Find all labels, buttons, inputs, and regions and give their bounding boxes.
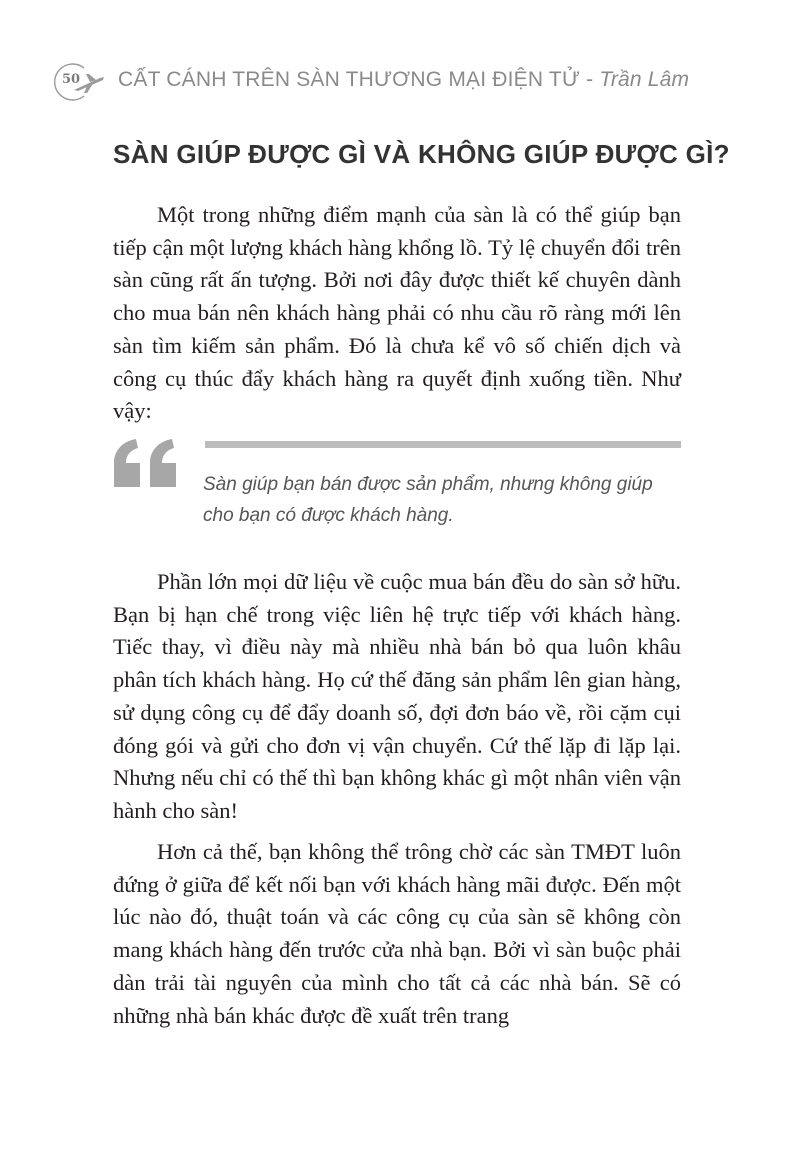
title-separator: - bbox=[580, 68, 600, 91]
pull-quote: Sàn giúp bạn bán được sản phẩm, nhưng không giúp cho bạn có được khách hàng. bbox=[203, 474, 653, 526]
book-title: CẤT CÁNH TRÊN SÀN THƯƠNG MẠI ĐIỆN TỬ bbox=[118, 68, 581, 91]
author-name: Trần Lâm bbox=[599, 68, 690, 91]
page-badge bbox=[48, 60, 92, 104]
section-heading: SÀN GIÚP ĐƯỢC GÌ VÀ KHÔNG GIÚP ĐƯỢC GÌ? bbox=[113, 139, 730, 169]
open-quote-icon bbox=[112, 435, 178, 491]
page-number: 50 bbox=[62, 72, 81, 87]
body-paragraph-2: Phần lớn mọi dữ liệu về cuộc mua bán đều do sàn sở hữu. Bạn bị hạn chế trong việc liên hệ trực tiếp với khách hàng. Tiếc thay, vì điều này mà nhiều nhà bán bỏ qua luôn khâu phân tích khách hàng. Họ cứ thế đăng sản phẩm lên gian hàng, sử dụng công cụ để đẩy doanh số, đợi đơn báo về, rồi cặm cụi đóng gói và gửi cho đơn vị vận chuyển. Cứ thế lặp đi lặp lại. Nhưng nếu chỉ có thế thì bạn không khác gì một nhân viên vận hành cho sàn! bbox=[113, 569, 681, 823]
running-header bbox=[48, 60, 748, 104]
running-title bbox=[118, 68, 689, 92]
body-paragraph-3: Hơn cả thế, bạn không thể trông chờ các sàn TMĐT luôn đứng ở giữa để kết nối bạn với khách hàng mãi được. Đến một lúc nào đó, thuật toán và các công cụ của sàn sẽ không còn mang khách hàng đến trước cửa nhà bạn. Bởi vì sàn buộc phải dàn trải tài nguyên của mình cho tất cả các nhà bán. Sẽ có những nhà bán khác được đề xuất trên trang bbox=[113, 839, 681, 1028]
quote-rule bbox=[205, 441, 681, 448]
body-paragraph-1: Một trong những điểm mạnh của sàn là có thể giúp bạn tiếp cận một lượng khách hàng khổng lồ. Tỷ lệ chuyển đổi trên sàn cũng rất ấn tượng. Bởi nơi đây được thiết kế chuyên dành cho mua bán nên khách hàng phải có nhu cầu rõ ràng mới lên sàn tìm kiếm sản phẩm. Đó là chưa kể vô số chiến dịch và công cụ thúc đẩy khách hàng ra quyết định xuống tiền. Như vậy: bbox=[113, 202, 681, 424]
